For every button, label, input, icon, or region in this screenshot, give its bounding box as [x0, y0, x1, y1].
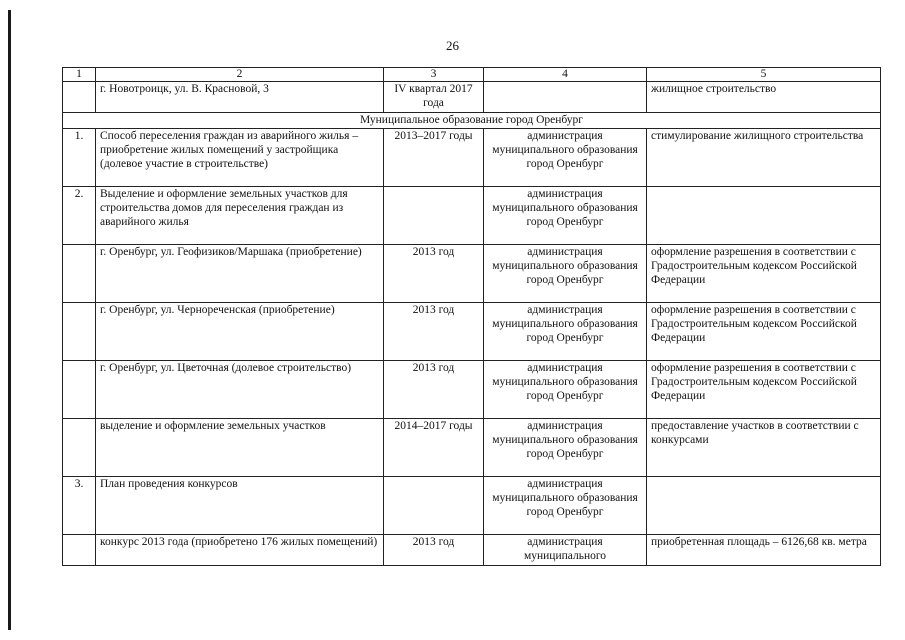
expected-result: предоставление участков в соответствии с конкурсами	[647, 419, 881, 477]
row-number	[63, 303, 96, 361]
responsible-party	[484, 82, 647, 113]
implementation-period: 2013 год	[384, 303, 484, 361]
responsible-party: администрация муниципального образования город Оренбург	[484, 419, 647, 477]
column-header: 2	[96, 68, 384, 82]
expected-result	[647, 477, 881, 535]
implementation-period: IV квартал 2017 года	[384, 82, 484, 113]
row-number: 1.	[63, 129, 96, 187]
activity-description: г. Оренбург, ул. Геофизиков/Маршака (приобретение)	[96, 245, 384, 303]
program-table	[62, 67, 881, 566]
row-number: 2.	[63, 187, 96, 245]
section-row	[63, 112, 881, 129]
table-row	[63, 129, 881, 187]
responsible-party: администрация муниципального образования город Оренбург	[484, 477, 647, 535]
table-row	[63, 245, 881, 303]
expected-result: жилищное строительство	[647, 82, 881, 113]
responsible-party: администрация муниципального образования город Оренбург	[484, 187, 647, 245]
expected-result: приобретенная площадь – 6126,68 кв. метра	[647, 535, 881, 566]
activity-description: г. Оренбург, ул. Цветочная (долевое строительство)	[96, 361, 384, 419]
responsible-party: администрация муниципального образования город Оренбург	[484, 129, 647, 187]
implementation-period	[384, 187, 484, 245]
responsible-party: администрация муниципального образования город Оренбург	[484, 361, 647, 419]
activity-description: г. Оренбург, ул. Чернореченская (приобретение)	[96, 303, 384, 361]
activity-description: г. Новотроицк, ул. В. Красновой, 3	[96, 82, 384, 113]
scan-edge-bar	[8, 10, 11, 630]
column-header: 5	[647, 68, 881, 82]
table-row	[63, 535, 881, 566]
table-row	[63, 187, 881, 245]
expected-result: оформление разрешения в соответствии с Градостроительным кодексом Российской Федерации	[647, 303, 881, 361]
column-header: 4	[484, 68, 647, 82]
activity-description: План проведения конкурсов	[96, 477, 384, 535]
table-row	[63, 82, 881, 113]
table-row	[63, 419, 881, 477]
implementation-period: 2013 год	[384, 361, 484, 419]
row-number	[63, 361, 96, 419]
expected-result: стимулирование жилищного строительства	[647, 129, 881, 187]
row-number	[63, 82, 96, 113]
row-number	[63, 535, 96, 566]
implementation-period: 2013 год	[384, 245, 484, 303]
table-row	[63, 361, 881, 419]
page-number: 26	[446, 38, 459, 53]
row-number	[63, 245, 96, 303]
row-number: 3.	[63, 477, 96, 535]
table-header-row	[63, 68, 881, 82]
activity-description: Выделение и оформление земельных участков для строительства домов для переселения граждан из аварийного жилья	[96, 187, 384, 245]
table-row	[63, 303, 881, 361]
column-header: 1	[63, 68, 96, 82]
table-row	[63, 477, 881, 535]
implementation-period	[384, 477, 484, 535]
activity-description: выделение и оформление земельных участков	[96, 419, 384, 477]
activity-description: Способ переселения граждан из аварийного жилья – приобретение жилых помещений у застройщика (долевое участие в строительстве)	[96, 129, 384, 187]
responsible-party: администрация муниципального	[484, 535, 647, 566]
implementation-period: 2014–2017 годы	[384, 419, 484, 477]
section-title: Муниципальное образование город Оренбург	[63, 112, 881, 129]
implementation-period: 2013 год	[384, 535, 484, 566]
expected-result: оформление разрешения в соответствии с Градостроительным кодексом Российской Федерации	[647, 361, 881, 419]
implementation-period: 2013–2017 годы	[384, 129, 484, 187]
responsible-party: администрация муниципального образования город Оренбург	[484, 303, 647, 361]
expected-result: оформление разрешения в соответствии с Градостроительным кодексом Российской Федерации	[647, 245, 881, 303]
activity-description: конкурс 2013 года (приобретено 176 жилых помещений)	[96, 535, 384, 566]
row-number	[63, 419, 96, 477]
expected-result	[647, 187, 881, 245]
column-header: 3	[384, 68, 484, 82]
responsible-party: администрация муниципального образования город Оренбург	[484, 245, 647, 303]
